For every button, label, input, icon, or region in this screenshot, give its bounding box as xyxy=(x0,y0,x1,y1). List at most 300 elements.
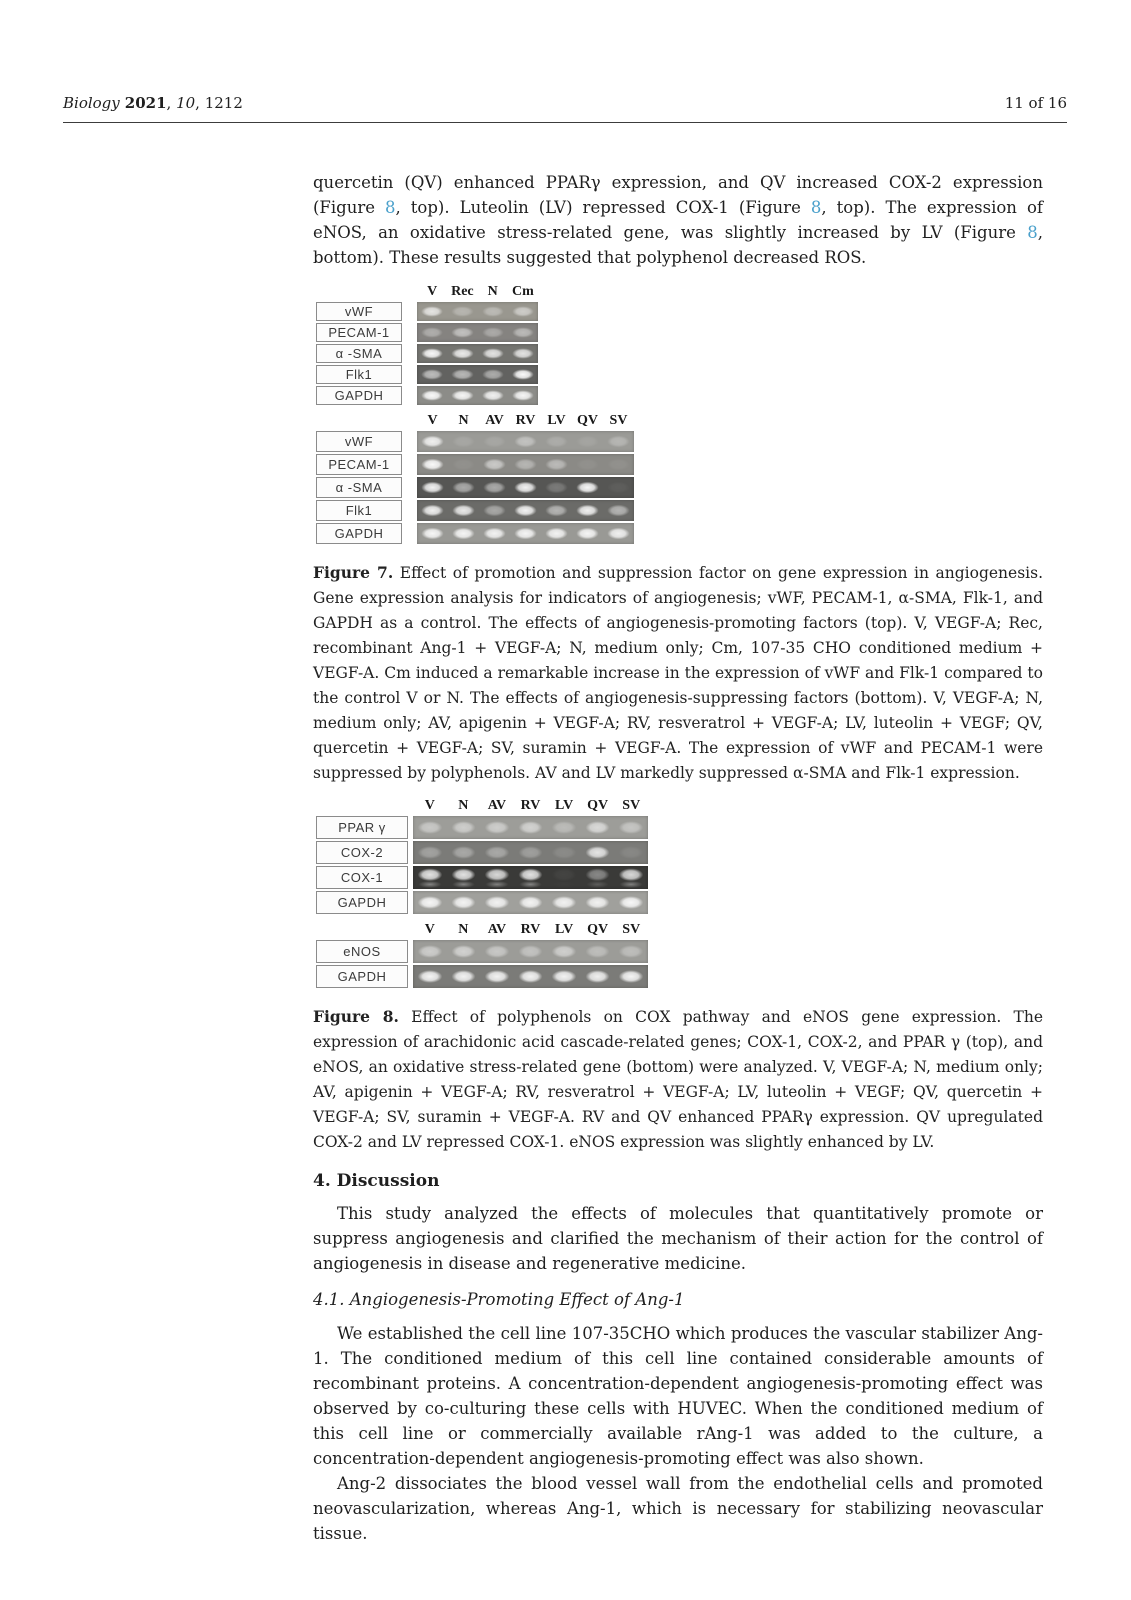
gel-band xyxy=(447,866,481,889)
lane-header: RV xyxy=(515,413,536,428)
gel-strip xyxy=(413,866,648,889)
gel-lane xyxy=(447,302,477,321)
gel-row xyxy=(316,816,1043,839)
gel-lane xyxy=(614,841,648,864)
journal-year: 2021 xyxy=(124,94,167,112)
gel-band xyxy=(478,302,508,321)
discussion-heading: 4. Discussion xyxy=(313,1171,440,1191)
gel-lane xyxy=(478,323,508,342)
gel-lane xyxy=(572,431,603,452)
gel-band xyxy=(572,431,603,452)
gel-lane xyxy=(413,965,447,988)
gel-band xyxy=(510,477,541,498)
gel-lane xyxy=(413,841,447,864)
gel-band xyxy=(614,891,648,914)
gel-lane xyxy=(478,386,508,405)
gel-band xyxy=(413,940,447,963)
figure7-bottom-gel xyxy=(316,413,1043,544)
lane-header: V xyxy=(424,922,435,937)
gel-lane xyxy=(572,454,603,475)
paragraph-text: , top). The expression of eNOS, an oxidative stress-related gene, was slightly increased by LV (Figure xyxy=(313,198,1043,242)
paragraph-text: quercetin (QV) enhanced PPARγ expression, and QV increased COX-2 expression (Figure xyxy=(313,173,1043,217)
separator: , xyxy=(195,94,205,112)
gel-lane xyxy=(447,816,481,839)
gel-lane xyxy=(581,965,615,988)
gel-lane xyxy=(447,365,477,384)
gel-band xyxy=(479,477,510,498)
figure8-image xyxy=(316,798,1043,988)
gel-lane xyxy=(581,866,615,889)
figure7-top-gel xyxy=(316,284,1043,405)
gel-row xyxy=(316,523,1043,544)
gel-band xyxy=(447,841,481,864)
gel-band xyxy=(514,841,548,864)
gel-lane xyxy=(603,523,634,544)
gel-lane xyxy=(447,891,481,914)
gel-band xyxy=(541,431,572,452)
gel-lane xyxy=(572,523,603,544)
gel-band xyxy=(480,940,514,963)
gel-strip xyxy=(413,940,648,963)
gel-band xyxy=(447,365,477,384)
figure7-caption-label: Figure 7. xyxy=(313,563,394,582)
gel-band xyxy=(510,500,541,521)
gel-row xyxy=(316,386,1043,405)
gel-band xyxy=(572,500,603,521)
gel-lane xyxy=(510,477,541,498)
lane-header: N xyxy=(458,798,469,813)
gene-label: PECAM-1 xyxy=(316,323,402,342)
gene-label: COX-2 xyxy=(316,841,408,864)
gel-row xyxy=(316,866,1043,889)
gel-band xyxy=(508,386,538,405)
gel-lane xyxy=(447,965,481,988)
gel-band xyxy=(603,500,634,521)
gel-band xyxy=(603,523,634,544)
gel-row xyxy=(316,477,1043,498)
gel-band xyxy=(413,816,447,839)
lane-header: QV xyxy=(587,798,609,813)
gel-lane xyxy=(510,523,541,544)
discussion-paragraph-2: We established the cell line 107-35CHO which produces the vascular stabilizer Ang-1. The conditioned medium of this cell line contained considerable amounts of recombinant proteins. A concentration-dependent angiogenesis-promoting effect was observed by co-culturing these cells with HUVEC. When the conditioned medium of this cell line or commercially available rAng-1 was added to the culture, a concentration-dependent angiogenesis-promoting effect was also shown. xyxy=(313,1324,1043,1468)
gel-lane xyxy=(508,365,538,384)
gel-band xyxy=(480,866,514,889)
gel-lane-headers xyxy=(316,284,1043,300)
gel-band xyxy=(413,891,447,914)
gel-band xyxy=(417,523,448,544)
gel-band xyxy=(480,816,514,839)
gel-band xyxy=(603,477,634,498)
gene-label: α -SMA xyxy=(316,344,402,363)
lane-header: SV xyxy=(622,798,641,813)
gene-label: Flk1 xyxy=(316,500,402,521)
gel-row xyxy=(316,454,1043,475)
gel-lane xyxy=(603,431,634,452)
gel-band xyxy=(510,523,541,544)
gel-band xyxy=(417,477,448,498)
gel-lane xyxy=(510,500,541,521)
gel-lane xyxy=(479,431,510,452)
gel-lane xyxy=(508,302,538,321)
gel-band xyxy=(413,841,447,864)
gel-band xyxy=(581,816,615,839)
gel-band xyxy=(581,965,615,988)
gel-band xyxy=(447,940,481,963)
figure7-caption-text: Effect of promotion and suppression factor on gene expression in angiogenesis. Gene expression analysis for indicators of angiogenesis; vWF, PECAM-1, α-SMA, Flk-1, and GAPDH as a control. The effects of angiogenesis-promoting factors (top). V, VEGF-A; Rec, recombinant Ang-1 + VEGF-A; N, medium only; Cm, 107-35 CHO conditioned medium + VEGF-A. Cm induced a remarkable increase in the expression of vWF and Flk-1 compared to the control V or N. The effects of angiogenesis-suppressing factors (bottom). V, VEGF-A; N, medium only; AV, apigenin + VEGF-A; RV, resveratrol + VEGF-A; LV, luteolin + VEGF; QV, quercetin + VEGF-A; SV, suramin + VEGF-A. The expression of vWF and PECAM-1 were suppressed by polyphenols. AV and LV markedly suppressed α-SMA and Flk-1 expression. xyxy=(313,564,1043,782)
gel-lane xyxy=(413,866,447,889)
gel-lane xyxy=(508,323,538,342)
gel-lane xyxy=(547,965,581,988)
lane-header: AV xyxy=(487,798,507,813)
gel-band xyxy=(417,323,447,342)
gel-band xyxy=(541,477,572,498)
gel-band xyxy=(417,500,448,521)
gel-strip xyxy=(413,965,648,988)
gel-lane xyxy=(547,940,581,963)
gel-band xyxy=(479,500,510,521)
gel-band xyxy=(508,365,538,384)
gene-label: GAPDH xyxy=(316,386,402,405)
journal-name: Biology xyxy=(63,94,120,112)
lane-header: V xyxy=(427,284,438,299)
gel-band xyxy=(541,523,572,544)
lane-header: V xyxy=(424,798,435,813)
gel-band xyxy=(547,965,581,988)
gel-strip xyxy=(417,323,538,342)
gel-band xyxy=(603,431,634,452)
gel-lane xyxy=(447,386,477,405)
figure8-caption-text: Effect of polyphenols on COX pathway and eNOS gene expression. The expression of arachidonic acid cascade-related genes; COX-1, COX-2, and PPAR γ (top), and eNOS, an oxidative stress-related gene (bottom) were analyzed. V, VEGF-A; N, medium only; AV, apigenin + VEGF-A; RV, resveratrol + VEGF-A; LV, luteolin + VEGF; QV, quercetin + VEGF-A; SV, suramin + VEGF-A. RV and QV enhanced PPARγ expression. QV upregulated COX-2 and LV repressed COX-1. eNOS expression was slightly enhanced by LV. xyxy=(313,1008,1043,1151)
gel-strip xyxy=(413,891,648,914)
gel-band xyxy=(447,965,481,988)
discussion-paragraph-1: This study analyzed the effects of molecules that quantitatively promote or suppress angiogenesis and clarified the mechanism of their action for the control of angiogenesis in disease and regenerative medicine. xyxy=(313,1204,1043,1273)
gel-lane xyxy=(478,365,508,384)
gel-lane xyxy=(508,344,538,363)
figure8-caption xyxy=(313,1004,1043,1155)
gel-band xyxy=(514,816,548,839)
gel-lane xyxy=(614,891,648,914)
gel-row xyxy=(316,965,1043,988)
gel-strip xyxy=(417,431,634,452)
gel-lane xyxy=(448,454,479,475)
gel-band xyxy=(448,500,479,521)
gel-band xyxy=(417,454,448,475)
subsection-heading: 4.1. Angiogenesis-Promoting Effect of Ang-1 xyxy=(313,1290,685,1309)
gel-lane xyxy=(480,816,514,839)
gel-band xyxy=(603,454,634,475)
gel-band xyxy=(510,431,541,452)
gene-label: GAPDH xyxy=(316,523,402,544)
gel-lane xyxy=(448,431,479,452)
gel-lane xyxy=(547,816,581,839)
gel-lane xyxy=(614,940,648,963)
lane-header: RV xyxy=(520,922,541,937)
gel-band xyxy=(417,431,448,452)
gel-band xyxy=(479,454,510,475)
header-rule xyxy=(63,122,1067,123)
gel-lane xyxy=(479,477,510,498)
gel-lane xyxy=(417,386,447,405)
gel-lane xyxy=(614,816,648,839)
gel-lane xyxy=(417,344,447,363)
gel-row xyxy=(316,940,1043,963)
gel-band xyxy=(447,323,477,342)
gel-band xyxy=(510,454,541,475)
gel-lane xyxy=(448,477,479,498)
gel-band xyxy=(508,344,538,363)
gel-lane xyxy=(614,866,648,889)
gene-label: GAPDH xyxy=(316,965,408,988)
gel-lane-headers xyxy=(316,413,1043,429)
gel-lane xyxy=(581,891,615,914)
gel-lane-headers xyxy=(316,922,1043,938)
gene-label: PPAR γ xyxy=(316,816,408,839)
discussion-paragraph-3: Ang-2 dissociates the blood vessel wall from the endothelial cells and promoted neovascularization, whereas Ang-1, which is necessary for stabilizing neovascular tissue. xyxy=(313,1474,1043,1543)
gene-label: eNOS xyxy=(316,940,408,963)
gel-row xyxy=(316,323,1043,342)
figure8-link[interactable]: 8 xyxy=(1027,223,1038,242)
gel-lane xyxy=(417,431,448,452)
gel-lane xyxy=(479,500,510,521)
gel-band xyxy=(581,891,615,914)
gel-lane xyxy=(479,523,510,544)
gel-lane xyxy=(510,431,541,452)
gel-lane xyxy=(603,454,634,475)
gel-lane xyxy=(514,891,548,914)
gel-lane xyxy=(541,523,572,544)
gel-lane xyxy=(514,816,548,839)
gel-band xyxy=(572,454,603,475)
gel-band xyxy=(448,523,479,544)
lane-header: RV xyxy=(520,798,541,813)
gel-band xyxy=(614,965,648,988)
gel-band xyxy=(581,841,615,864)
gel-lane xyxy=(448,500,479,521)
gel-strip xyxy=(417,500,634,521)
gel-lane xyxy=(417,323,447,342)
gel-band xyxy=(447,344,477,363)
gel-lane xyxy=(514,940,548,963)
gel-lane xyxy=(413,891,447,914)
gel-band xyxy=(417,302,447,321)
gene-label: GAPDH xyxy=(316,891,408,914)
gel-lane xyxy=(413,940,447,963)
gel-lane xyxy=(572,477,603,498)
gel-lane xyxy=(480,866,514,889)
gel-strip xyxy=(417,386,538,405)
gel-band xyxy=(508,323,538,342)
gel-band xyxy=(547,891,581,914)
gel-lane xyxy=(413,816,447,839)
gel-lane xyxy=(417,454,448,475)
figure7-caption xyxy=(313,560,1043,786)
gel-band xyxy=(479,431,510,452)
gel-band xyxy=(447,386,477,405)
gel-lane xyxy=(581,841,615,864)
gel-lane xyxy=(447,940,481,963)
gel-lane xyxy=(572,500,603,521)
gel-strip xyxy=(417,344,538,363)
lane-header: AV xyxy=(487,922,507,937)
lane-header: SV xyxy=(622,922,641,937)
gel-band xyxy=(417,344,447,363)
gel-band xyxy=(581,866,615,889)
lane-header: QV xyxy=(577,413,598,428)
gel-lane xyxy=(581,816,615,839)
gel-lane xyxy=(417,500,448,521)
gel-band xyxy=(478,365,508,384)
gel-band xyxy=(480,965,514,988)
gel-row xyxy=(316,344,1043,363)
gel-lane xyxy=(603,500,634,521)
gene-label: vWF xyxy=(316,302,402,321)
lane-header: Rec xyxy=(451,284,474,299)
lane-header: N xyxy=(487,284,498,299)
separator: , xyxy=(166,94,177,112)
journal-volume: 10 xyxy=(176,94,196,112)
lane-header: LV xyxy=(547,413,566,428)
gel-band xyxy=(413,965,447,988)
gel-strip xyxy=(417,365,538,384)
gel-band xyxy=(478,344,508,363)
gel-band xyxy=(514,891,548,914)
gel-band xyxy=(547,816,581,839)
figure8-top-gel xyxy=(316,798,1043,914)
gel-lane xyxy=(417,523,448,544)
gel-lane xyxy=(541,477,572,498)
gel-band xyxy=(417,365,447,384)
gel-lane xyxy=(514,841,548,864)
gel-lane xyxy=(447,841,481,864)
gel-band xyxy=(547,940,581,963)
gel-band xyxy=(478,386,508,405)
gel-band xyxy=(480,841,514,864)
gel-band xyxy=(447,816,481,839)
figure8-link[interactable]: 8 xyxy=(810,198,822,217)
gel-band xyxy=(547,866,581,889)
gel-lane xyxy=(541,431,572,452)
gel-lane xyxy=(480,940,514,963)
gel-band xyxy=(508,302,538,321)
lane-header: SV xyxy=(609,413,628,428)
gel-row xyxy=(316,500,1043,521)
gel-row xyxy=(316,365,1043,384)
gel-lane xyxy=(417,477,448,498)
gel-band xyxy=(478,323,508,342)
gel-band xyxy=(514,965,548,988)
gel-band xyxy=(413,866,447,889)
gel-band xyxy=(541,500,572,521)
intro-paragraph xyxy=(313,170,1043,270)
gel-lane xyxy=(547,866,581,889)
gel-band xyxy=(614,866,648,889)
gel-lane xyxy=(417,365,447,384)
gene-label: vWF xyxy=(316,431,402,452)
gel-lane xyxy=(480,891,514,914)
gel-lane xyxy=(603,477,634,498)
gel-band xyxy=(479,523,510,544)
gel-lane xyxy=(479,454,510,475)
gel-lane xyxy=(480,841,514,864)
gene-label: α -SMA xyxy=(316,477,402,498)
gel-lane xyxy=(447,344,477,363)
gel-lane xyxy=(478,344,508,363)
gel-lane xyxy=(448,523,479,544)
gel-lane xyxy=(514,866,548,889)
gel-band xyxy=(447,891,481,914)
lane-header: N xyxy=(458,922,469,937)
gel-lane xyxy=(581,940,615,963)
gel-lane xyxy=(508,386,538,405)
gel-band xyxy=(448,454,479,475)
lane-header: Cm xyxy=(511,284,534,299)
gel-band xyxy=(614,940,648,963)
gel-strip xyxy=(417,477,634,498)
gel-band xyxy=(417,386,447,405)
gel-lane xyxy=(541,454,572,475)
lane-header: LV xyxy=(555,798,574,813)
gene-label: PECAM-1 xyxy=(316,454,402,475)
gel-band xyxy=(514,940,548,963)
lane-header: V xyxy=(427,413,438,428)
gel-band xyxy=(572,523,603,544)
gel-strip xyxy=(417,523,634,544)
lane-header: N xyxy=(458,413,469,428)
lane-header: QV xyxy=(587,922,609,937)
gel-strip xyxy=(417,302,538,321)
journal-reference xyxy=(63,94,243,112)
gel-band xyxy=(547,841,581,864)
gel-band xyxy=(541,454,572,475)
paragraph-text: , top). Luteolin (LV) repressed COX-1 (Figure xyxy=(395,198,811,217)
lane-header: AV xyxy=(485,413,504,428)
gene-label: Flk1 xyxy=(316,365,402,384)
page-number: 11 of 16 xyxy=(1004,94,1067,112)
running-header xyxy=(63,94,1067,112)
paragraph-text: , bottom). These results suggested that polyphenol decreased ROS. xyxy=(313,223,1043,267)
gel-band xyxy=(614,841,648,864)
gel-band xyxy=(614,816,648,839)
gel-band xyxy=(480,891,514,914)
figure8-bottom-gel xyxy=(316,922,1043,988)
body-column xyxy=(313,170,1043,1546)
gel-row xyxy=(316,431,1043,452)
gel-band xyxy=(572,477,603,498)
gel-strip xyxy=(413,816,648,839)
gel-band xyxy=(448,477,479,498)
lane-header: LV xyxy=(555,922,574,937)
gel-band xyxy=(581,940,615,963)
gel-strip xyxy=(413,841,648,864)
gel-lane xyxy=(417,302,447,321)
gel-lane xyxy=(541,500,572,521)
article-number: 1212 xyxy=(204,94,243,112)
gel-lane xyxy=(614,965,648,988)
gel-lane xyxy=(480,965,514,988)
gel-row xyxy=(316,841,1043,864)
gel-lane xyxy=(447,866,481,889)
gel-band xyxy=(447,302,477,321)
gel-lane xyxy=(514,965,548,988)
gel-band xyxy=(448,431,479,452)
gel-lane xyxy=(547,891,581,914)
gel-lane xyxy=(478,302,508,321)
figure8-link[interactable]: 8 xyxy=(385,198,396,217)
gene-label: COX-1 xyxy=(316,866,408,889)
figure8-caption-label: Figure 8. xyxy=(313,1007,399,1026)
gel-band xyxy=(514,866,548,889)
gel-row xyxy=(316,891,1043,914)
